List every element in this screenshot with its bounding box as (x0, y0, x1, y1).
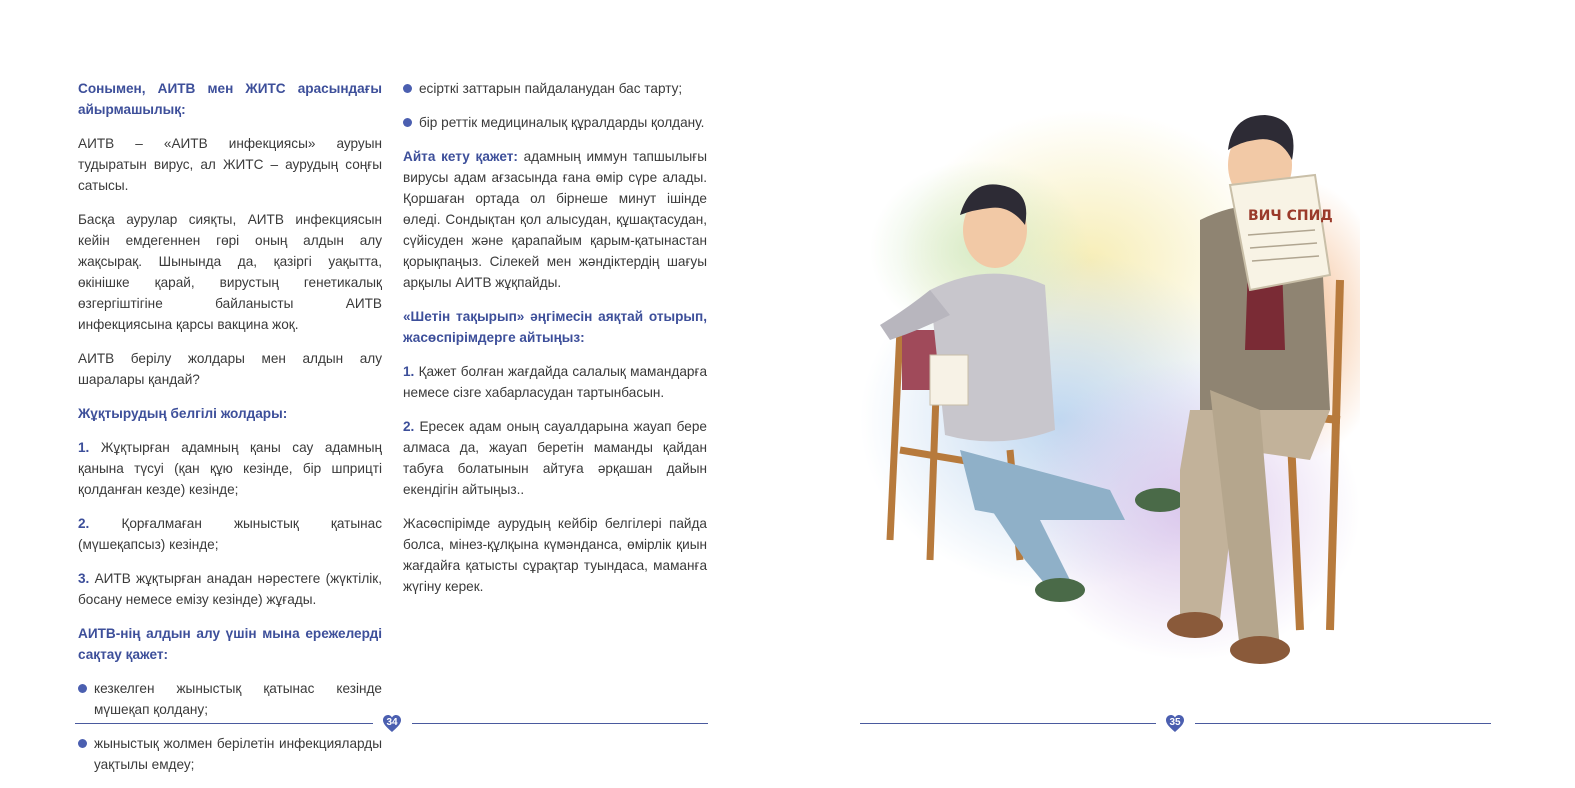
list-item-number: 3. (78, 571, 90, 586)
list-item-text: Жұқтырған адамның қаны сау адамның қанына түсуі (қан құю кезінде, бір шприцті қолданған кезде) кезінде; (78, 440, 382, 497)
illustration-conversation (860, 90, 1360, 670)
page-number-left: 34 (382, 714, 402, 734)
bullet-item: бір реттік медициналық құралдарды қолдану. (403, 112, 707, 133)
page-number-right: 35 (1165, 714, 1185, 734)
paragraph-hiv-definition: АИТВ – «АИТВ инфекциясы» ауруын тудыратын вирус, ал ЖИТС – аурудың соңғы сатысы. (78, 136, 382, 193)
list-item-number: 1. (403, 364, 415, 379)
heading-rules: АИТВ-нің алдын алу үшін мына ережелерді сақтау қажет: (78, 626, 382, 662)
list-item-4 (403, 361, 707, 403)
list-item-1 (78, 437, 382, 500)
list-item-number: 1. (78, 440, 90, 455)
bullet-item: кезкелген жыныстық қатынас кезінде мүшеқап қолдану; (78, 678, 382, 720)
list-item-2 (78, 513, 382, 555)
list-item-text: Ересек адам оның сауалдарына жауап бере алмаса да, жауап беретін маманды қайдан табуға болатынын айтуға әрқашан дайын екендігін айтыңыз.. (403, 419, 707, 497)
heading-talk: «Шетін тақырып» әңгімесін аяқтай отырып, жасөспірімдерге айтыңыз: (403, 309, 707, 345)
heading-difference: Сонымен, АИТВ мен ЖИТС арасындағы айырмашылық: (78, 81, 382, 117)
paragraph-prevention: Басқа аурулар сияқты, АИТВ инфекциясын кейін емдегеннен гөрі оның алдын алу жақсырақ. Шынында да, қазіргі уақытта, өкінішке қарай, вирустың генетикалық өзгергіштігіне байланысты АИТВ инфекциясына қарсы вакцина жоқ. (78, 212, 382, 332)
list-item-5 (403, 416, 707, 500)
list-item-number: 2. (403, 419, 415, 434)
list-item-number: 2. (78, 516, 90, 531)
footer-rule-right-b (1195, 723, 1491, 724)
footer-rule-left-a (75, 723, 373, 724)
note-paragraph (403, 146, 707, 293)
footer-rule-right-a (860, 723, 1156, 724)
left-column-2 (403, 78, 707, 610)
heading-transmission: Жұқтырудың белгілі жолдары: (78, 406, 288, 421)
footer-rule-left-b (412, 723, 708, 724)
bullet-item: есірткі заттарын пайдаланудан бас тарту; (403, 78, 707, 99)
left-column-1 (78, 78, 382, 788)
list-item-text: Қорғалмаған жыныстық қатынас (мүшеқапсыз) кезінде; (78, 516, 382, 552)
leaflet-text: ВИЧ СПИД (1248, 208, 1333, 224)
list-item-text: Қажет болған жағдайда салалық мамандарға немесе сізге хабарласудан тартынбасын. (403, 364, 707, 400)
paragraph-question: АИТВ берілу жолдары мен алдын алу шаралары қандай? (78, 351, 382, 387)
note-label: Айта кету қажет: (403, 149, 518, 164)
paragraph-specialist: Жасөспірімде аурудың кейбір белгілері пайда болса, мінез-құлқына күмәнданса, өмірлік қиын жағдайға қатысты сұрақтар туындаса, маманға жүгіну керек. (403, 516, 707, 594)
list-item-text: АИТВ жұқтырған анадан нәрестеге (жүктілік, босану немесе емізу кезінде) жұғады. (78, 571, 383, 607)
list-item-3 (78, 568, 382, 610)
bullet-item: жыныстық жолмен берілетін инфекцияларды уақтылы емдеу; (78, 733, 382, 775)
note-text: адамның иммун тапшылығы вирусы адам ағзасында ғана өмір сүре алады. Қоршаған ортада ол бірнеше минут ішінде өледі. Сондықтан қол алысудан, құшақтасудан, сүйісуден және қарапайым қарым-қатынастан қорықпаңыз. Сілекей мен жәндіктердің шағуы арқылы АИТВ жұқпайды. (403, 149, 708, 290)
